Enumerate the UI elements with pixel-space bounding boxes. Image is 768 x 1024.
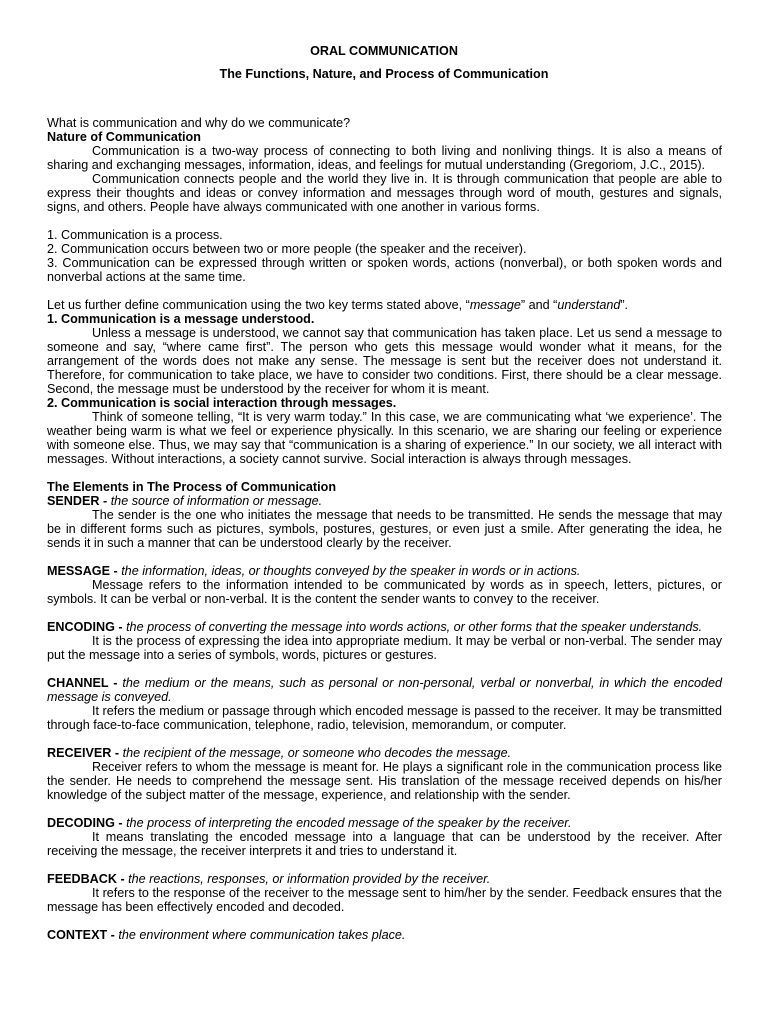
element-definition: the medium or the means, such as personal or non-personal, verbal or nonverbal, in which the encoded message is conveyed. bbox=[47, 676, 723, 704]
element-sender bbox=[47, 494, 722, 550]
element-definition: the source of information or message. bbox=[110, 494, 323, 508]
element-definition: the process of converting the message into words actions, or other forms that the speaker understands. bbox=[126, 620, 703, 634]
element-text: It refers the medium or passage through which encoded message is passed to the receiver. It may be transmitted through face-to-face communication, telephone, radio, television, memorandum, or computer. bbox=[47, 704, 723, 732]
elements-heading: The Elements in The Process of Communication bbox=[47, 480, 337, 494]
element-message bbox=[47, 564, 722, 606]
list-item: 2. Communication occurs between two or more people (the speaker and the receiver). bbox=[47, 242, 527, 256]
element-definition: the reactions, responses, or information provided by the receiver. bbox=[128, 872, 491, 886]
document-subtitle: The Functions, Nature, and Process of Communication bbox=[219, 67, 549, 81]
nature-paragraph-2: Communication connects people and the world they live in. It is through communication that people are able to express their thoughts and ideas or convey information and messages through word of mouth, gestures and signals, signs, and others. People have always communicated with one another in various forms. bbox=[47, 172, 722, 214]
intro-question: What is communication and why do we communicate? bbox=[47, 116, 351, 130]
element-term: ENCODING - bbox=[47, 620, 127, 634]
point-2-heading: 2. Communication is social interaction through messages. bbox=[47, 396, 397, 410]
list-item: 1. Communication is a process. bbox=[47, 228, 223, 242]
nature-list bbox=[47, 228, 722, 284]
element-decoding bbox=[47, 816, 722, 858]
element-encoding bbox=[47, 620, 722, 662]
nature-heading: Nature of Communication bbox=[47, 130, 201, 144]
element-term: CONTEXT - bbox=[47, 928, 119, 942]
element-text: It means translating the encoded message into a language that can be understood by the receiver. After receiving the message, the receiver interprets it and tries to understand it. bbox=[47, 830, 722, 858]
element-channel bbox=[47, 676, 722, 732]
element-text: Message refers to the information intended to be communicated by words as in speech, letters, pictures, or symbols. It can be verbal or non-verbal. It is the content the sender wants to convey to the receiver. bbox=[47, 578, 722, 606]
element-definition: the recipient of the message, or someone who decodes the message. bbox=[122, 746, 512, 760]
point-2-text: Think of someone telling, “It is very warm today.” In this case, we are communicating what ‘we experience’. The weather being warm is what we feel or experience physically. In this scenario, we are sharing our feeling or experience with someone else. Thus, we may say that “communication is a sharing of experience.” In our society, we all interact with messages. Without interactions, a society cannot survive. Social interaction is always through messages. bbox=[47, 410, 722, 466]
term-understand: understand bbox=[557, 298, 621, 312]
element-term: RECEIVER - bbox=[47, 746, 123, 760]
element-term: DECODING - bbox=[47, 816, 127, 830]
element-text: The sender is the one who initiates the message that needs to be transmitted. He sends the message that may be in different forms such as pictures, symbols, postures, gestures, or even just a smile. After generating the idea, he sends it in such a manner that can be understood clearly by the receiver. bbox=[47, 508, 722, 550]
term-message: message bbox=[469, 298, 521, 312]
element-context bbox=[47, 928, 722, 942]
element-text: It is the process of expressing the idea into appropriate medium. It may be verbal or non-verbal. The sender may put the message into a series of symbols, words, pictures or gestures. bbox=[47, 634, 722, 662]
element-receiver bbox=[47, 746, 722, 802]
element-definition: the process of interpreting the encoded message of the speaker by the receiver. bbox=[126, 816, 572, 830]
document-title: ORAL COMMUNICATION bbox=[310, 44, 458, 58]
element-feedback bbox=[47, 872, 722, 914]
point-1-text: Unless a message is understood, we cannot say that communication has taken place. Let us send a message to someone and say, “where came first”. The person who gets this message would wonder what it means, for the arrangement of the words does not make any sense. The message is sent but the receiver does not understand it. Therefore, for communication to take place, we have to consider two conditions. First, there should be a clear message. Second, the message must be understood by the receiver for whom it is meant. bbox=[47, 326, 722, 396]
define-sentence: Let us further define communication using the two key terms stated above, “message” and “understand”. bbox=[47, 298, 629, 312]
element-text: It refers to the response of the receiver to the message sent to him/her by the sender. Feedback ensures that the message has been effectively encoded and decoded. bbox=[47, 886, 722, 914]
element-definition: the environment where communication takes place. bbox=[118, 928, 406, 942]
point-1-heading: 1. Communication is a message understood. bbox=[47, 312, 315, 326]
element-text: Receiver refers to whom the message is meant for. He plays a significant role in the communication process like the sender. He needs to comprehend the message sent. His translation of the message received depends on his/her knowledge of the subject matter of the message, experience, and relationship with the sender. bbox=[47, 760, 722, 802]
element-term: CHANNEL - bbox=[47, 676, 123, 690]
element-term: FEEDBACK - bbox=[47, 872, 129, 886]
list-item: 3. Communication can be expressed through written or spoken words, actions (nonverbal), or both spoken words and nonverbal actions at the same time. bbox=[47, 256, 722, 284]
element-term: MESSAGE - bbox=[47, 564, 122, 578]
nature-paragraph-1: Communication is a two-way process of connecting to both living and nonliving things. It is also a means of sharing and exchanging messages, information, ideas, and feelings for mutual understanding (Gregoriom, J.C., 2015). bbox=[47, 144, 722, 172]
element-definition: the information, ideas, or thoughts conveyed by the speaker in words or in actions. bbox=[121, 564, 581, 578]
document-body bbox=[47, 116, 722, 942]
element-term: SENDER - bbox=[47, 494, 111, 508]
